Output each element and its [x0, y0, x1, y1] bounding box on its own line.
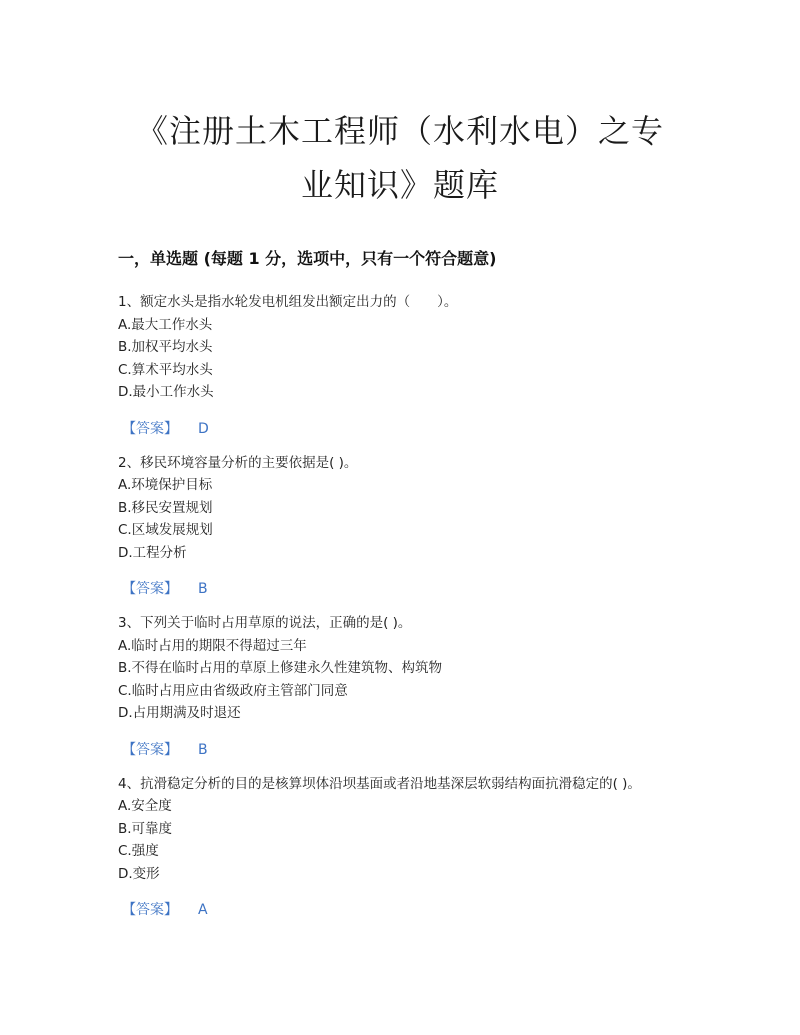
question-item [118, 452, 738, 601]
answer-value: B [198, 581, 208, 597]
option-c: C.区域发展规划 [118, 522, 213, 538]
option-d: D.最小工作水头 [118, 384, 214, 400]
option-d: D.变形 [118, 865, 160, 882]
option-c: C.临时占用应由省级政府主管部门同意 [118, 682, 348, 699]
option-b: B.可靠度 [118, 820, 173, 837]
question-stem: 2、移民环境容量分析的主要依据是( )。 [118, 454, 358, 471]
question-stem: 1、额定水头是指水轮发电机组发出额定出力的（ ）。 [118, 294, 458, 310]
option-a: A.临时占用的期限不得超过三年 [118, 637, 307, 654]
answer-row [118, 578, 738, 600]
answer-value: D [198, 420, 209, 437]
option-d: D.占用期满及时退还 [118, 705, 241, 721]
question-item [118, 773, 738, 922]
question-list [118, 291, 738, 933]
section-heading: 一，单选题 (每题 1 分，选项中，只有一个符合题意) [118, 249, 497, 268]
option-a: A.环境保护目标 [118, 477, 213, 493]
answer-label: 【答案】 [122, 741, 178, 758]
document-title [60, 104, 740, 212]
answer-label: 【答案】 [122, 581, 178, 597]
option-b: B.移民安置规划 [118, 499, 213, 516]
option-c: C.强度 [118, 843, 159, 859]
title-line-1: 《注册土木工程师（水利水电）之专 [135, 112, 664, 150]
answer-value: B [198, 741, 208, 758]
option-a: A.最大工作水头 [118, 316, 213, 333]
answer-row [118, 739, 738, 761]
answer-row [118, 418, 738, 440]
option-b: B.不得在临时占用的草原上修建永久性建筑物、构筑物 [118, 660, 443, 676]
answer-label: 【答案】 [122, 902, 178, 918]
title-line-2: 业知识》题库 [300, 166, 499, 204]
option-d: D.工程分析 [118, 544, 187, 561]
answer-value: A [198, 902, 208, 918]
answer-label: 【答案】 [122, 420, 178, 437]
question-stem: 4、抗滑稳定分析的目的是核算坝体沿坝基面或者沿地基深层软弱结构面抗滑稳定的( )。 [118, 775, 641, 792]
option-c: C.算术平均水头 [118, 361, 213, 378]
question-stem: 3、下列关于临时占用草原的说法，正确的是( )。 [118, 615, 412, 631]
option-a: A.安全度 [118, 798, 172, 814]
option-b: B.加权平均水头 [118, 339, 213, 355]
answer-row [118, 899, 738, 921]
question-item [118, 291, 738, 440]
question-item [118, 612, 738, 761]
